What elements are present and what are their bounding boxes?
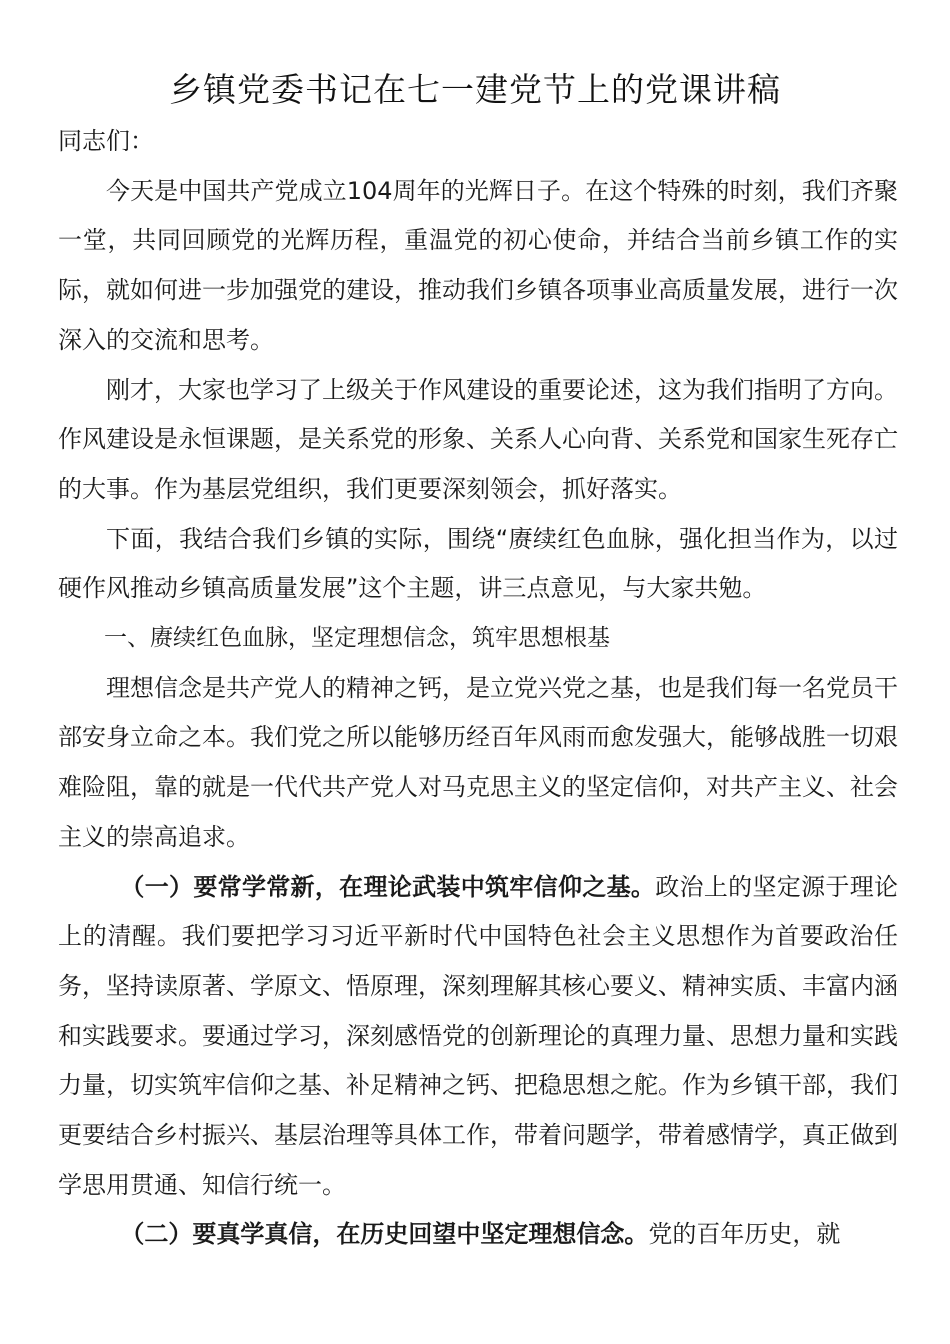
subsection-one-heading: （一）要常学常新，在理论武装中筑牢信仰之基。 <box>120 872 656 901</box>
salutation: 同志们： <box>58 127 154 155</box>
paragraph-theme: 下面，我结合我们乡镇的实际，围绕“赓续红色血脉，强化担当作为，以过硬作风推动乡镇高质量发展”这个主题，讲三点意见，与大家共勉。 <box>58 524 898 603</box>
document-body <box>58 117 898 1260</box>
subsection-one <box>58 863 898 1211</box>
paragraph-opening: 今天是中国共产党成立104周年的光辉日子。在这个特殊的时刻，我们齐聚一堂，共同回顾党的光辉历程，重温党的初心使命，并结合当前乡镇工作的实际，就如何进一步加强党的建设，推动我们乡镇各项事业高质量发展，进行一次深入的交流和思考。 <box>58 176 898 354</box>
section-heading-one: 一、赓续红色血脉，坚定理想信念，筑牢思想根基 <box>104 625 610 652</box>
paragraph-ideals: 理想信念是共产党人的精神之钙，是立党兴党之基，也是我们每一名党员干部安身立命之本。我们党之所以能够历经百年风雨而愈发强大，能够战胜一切艰难险阻，靠的就是一代代共产党人对马克思主义的坚定信仰，对共产主义、社会主义的崇高追求。 <box>58 673 898 851</box>
subsection-two-body: 党的百年历史，就 <box>648 1220 841 1249</box>
page-title: 乡镇党委书记在七一建党节上的党课讲稿 <box>169 70 781 109</box>
subsection-one-body: 政治上的坚定源于理论上的清醒。我们要把学习习近平新时代中国特色社会主义思想作为首要政治任务，坚持读原著、学原文、悟原理，深刻理解其核心要义、精神实质、丰富内涵和实践要求。要通过学习，深刻感悟党的创新理论的真理力量、思想力量和实践力量，切实筑牢信仰之基、补足精神之钙、把稳思想之舵。作为乡镇干部，我们更要结合乡村振兴、基层治理等具体工作，带着问题学，带着感情学，真正做到学思用贯通、知信行统一。 <box>58 872 899 1199</box>
subsection-two-heading: （二）要真学真信，在历史回望中坚定理想信念。 <box>120 1220 649 1249</box>
paragraph-style-building: 刚才，大家也学习了上级关于作风建设的重要论述，这为我们指明了方向。作风建设是永恒课题，是关系党的形象、关系人心向背、关系党和国家生死存亡的大事。作为基层党组织，我们更要深刻领会，抓好落实。 <box>58 375 898 503</box>
subsection-two <box>58 1210 898 1260</box>
